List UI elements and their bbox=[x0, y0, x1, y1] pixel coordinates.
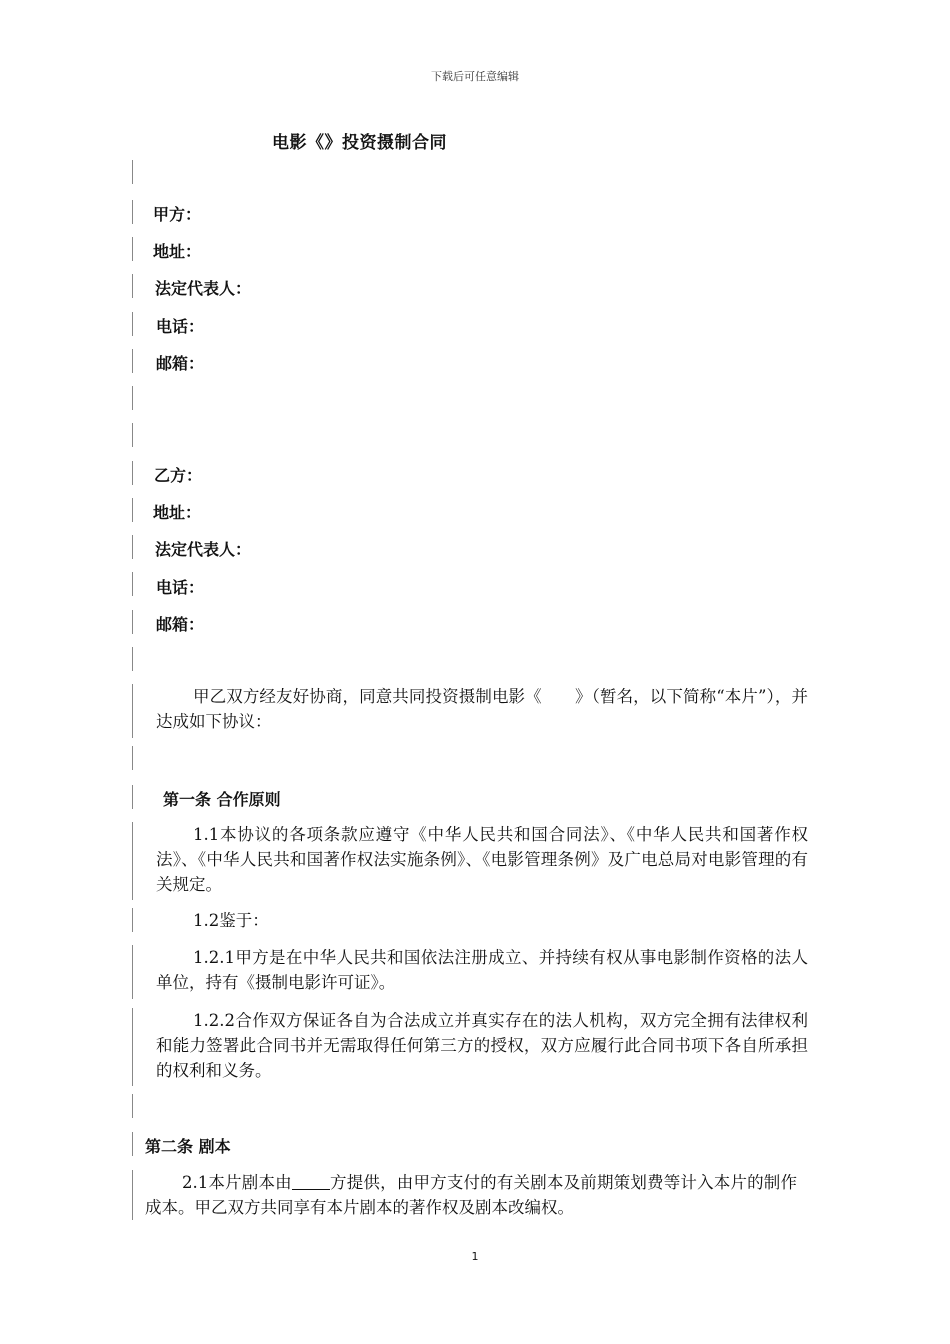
party-b-email: 邮箱： bbox=[156, 615, 205, 634]
margin-bar bbox=[132, 535, 133, 559]
page-header: 下载后可任意编辑 bbox=[431, 70, 519, 83]
article-1-heading: 第一条 合作原则 bbox=[163, 790, 281, 809]
clause-2-1-end: 方提供，由甲方支付的有关剧本及前期策划费等计入本片的制作成本。甲乙双方共同享有本片剧本的著作权及剧本改编权。 bbox=[145, 1173, 797, 1217]
blank-line bbox=[292, 1173, 330, 1191]
party-a-label: 甲方： bbox=[153, 205, 202, 224]
margin-bar bbox=[132, 160, 133, 184]
clause-1-2-2: 1.2.2合作双方保证各自为合法成立并真实存在的法人机构，双方完全拥有法律权利和能力签署此合同书并无需取得任何第三方的授权，双方应履行此合同书项下各自所承担的权利和义务。 bbox=[156, 1011, 808, 1080]
margin-bar bbox=[132, 610, 133, 634]
contract-title: 电影《》投资摄制合同 bbox=[272, 133, 447, 153]
party-b-legal-rep: 法定代表人： bbox=[155, 540, 252, 559]
margin-bar bbox=[132, 572, 133, 596]
page-number: 1 bbox=[471, 1250, 479, 1263]
party-b-label: 乙方： bbox=[154, 466, 203, 485]
margin-bar bbox=[132, 746, 133, 770]
clause-2-1 bbox=[145, 1170, 797, 1220]
party-a-legal-rep: 法定代表人： bbox=[155, 279, 252, 298]
margin-bar bbox=[132, 237, 133, 261]
intro-paragraph: 甲乙双方经友好协商，同意共同投资摄制电影《 》（暂名，以下简称“本片”），并达成如下协议： bbox=[156, 687, 808, 731]
margin-bar bbox=[132, 1094, 133, 1118]
party-a-address: 地址： bbox=[153, 242, 202, 261]
margin-bar bbox=[132, 785, 133, 809]
margin-bar bbox=[132, 274, 133, 298]
margin-bar bbox=[132, 423, 133, 447]
clause-1-1: 1.1本协议的各项条款应遵守《中华人民共和国合同法》、《中华人民共和国著作权法》、《中华人民共和国著作权法实施条例》、《电影管理条例》及广电总局对电影管理的有关规定。 bbox=[156, 825, 808, 894]
margin-bar bbox=[132, 200, 133, 224]
party-b-address: 地址： bbox=[153, 503, 202, 522]
margin-bar bbox=[132, 647, 133, 671]
margin-bar bbox=[132, 908, 133, 932]
clause-1-2: 1.2鉴于： bbox=[193, 911, 269, 930]
margin-bar bbox=[132, 349, 133, 373]
margin-bar bbox=[132, 684, 133, 738]
clause-2-1-start: 2.1本片剧本由 bbox=[182, 1173, 292, 1192]
party-a-email: 邮箱： bbox=[156, 354, 205, 373]
margin-bar bbox=[132, 1008, 133, 1086]
article-2-heading: 第二条 剧本 bbox=[145, 1137, 231, 1156]
margin-bar bbox=[132, 386, 133, 410]
party-a-phone: 电话： bbox=[156, 317, 205, 336]
clause-1-2-1: 1.2.1甲方是在中华人民共和国依法注册成立、并持续有权从事电影制作资格的法人单位，持有《摄制电影许可证》。 bbox=[156, 948, 808, 992]
party-b-phone: 电话： bbox=[156, 578, 205, 597]
margin-bar bbox=[132, 822, 133, 900]
margin-bar bbox=[132, 1132, 133, 1156]
margin-bar bbox=[132, 498, 133, 522]
margin-bar bbox=[132, 312, 133, 336]
margin-bar bbox=[132, 461, 133, 485]
margin-bar bbox=[132, 1170, 133, 1220]
margin-bar bbox=[132, 945, 133, 999]
